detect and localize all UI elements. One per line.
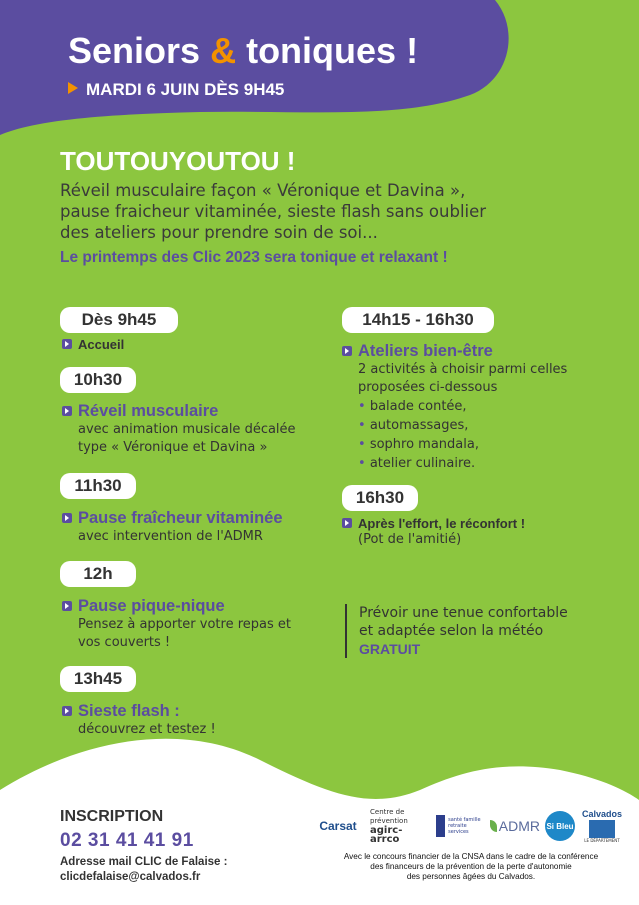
list-item: • atelier culinaire.	[358, 454, 602, 473]
event-accueil	[62, 337, 322, 352]
leaf-icon	[490, 820, 497, 832]
intro-text	[60, 180, 580, 243]
main-title	[68, 30, 418, 72]
event-desc	[62, 721, 322, 739]
note-box	[345, 604, 615, 658]
partner-logos	[312, 806, 624, 848]
event-title	[62, 702, 322, 721]
event-sieste	[62, 702, 322, 739]
note-line: Prévoir une tenue confortable	[359, 605, 568, 621]
calvados-mark-icon	[589, 820, 615, 838]
phone-number[interactable]: 02 31 41 41 91	[60, 830, 194, 851]
event-reveil	[62, 402, 322, 457]
gratuit-label: GRATUIT	[359, 641, 421, 657]
event-desc-line: avec animation musicale décalée	[78, 422, 296, 437]
time-pill-1630: 16h30	[342, 485, 418, 511]
bullet-arrow-icon	[62, 601, 72, 611]
event-desc-line: proposées ci-dessous	[358, 380, 498, 395]
intro-tagline: Le printemps des Clic 2023 sera tonique et relaxant !	[60, 249, 448, 266]
mail-address[interactable]: clicdefalaise@calvados.fr	[60, 871, 201, 883]
event-desc	[62, 421, 322, 457]
title-part1: Seniors	[68, 30, 201, 71]
event-title-text: Pause pique-nique	[78, 597, 225, 615]
event-title	[62, 597, 322, 616]
event-desc-line: 2 activités à choisir parmi celles	[358, 362, 568, 377]
calvados-logo-text: Calvados	[581, 809, 623, 819]
time-pill-1345: 13h45	[60, 666, 136, 692]
time-pill-1130: 11h30	[60, 473, 136, 499]
event-desc-line: avec intervention de l'ADMR	[78, 529, 263, 544]
time-pill-1415: 14h15 - 16h30	[342, 307, 494, 333]
mail-block	[60, 855, 227, 885]
list-item: • balade contée,	[358, 397, 602, 416]
funding-line: des personnes âgées du Calvados.	[406, 872, 536, 881]
list-item: • sophro mandala,	[358, 435, 602, 454]
bullet-arrow-icon	[62, 339, 72, 349]
time-pill-12h: 12h	[60, 561, 136, 587]
agirc-arrco-logo	[370, 806, 430, 846]
bullet-arrow-icon	[342, 346, 352, 356]
event-title	[62, 402, 322, 421]
time-pill-1030: 10h30	[60, 367, 136, 393]
event-date	[68, 80, 284, 100]
calvados-logo	[580, 806, 624, 846]
funding-notice	[318, 852, 624, 882]
funding-line: des financeurs de la prévention de la perte d'autonomie	[370, 862, 572, 871]
title-ampersand: &	[210, 30, 237, 71]
play-triangle-icon	[68, 82, 78, 94]
event-desc	[342, 361, 602, 397]
msa-logo	[436, 806, 486, 846]
time-pill-0945: Dès 9h45	[60, 307, 178, 333]
event-desc	[62, 616, 322, 652]
title-part2: toniques !	[246, 30, 419, 71]
event-title-text: Ateliers bien-être	[358, 342, 493, 360]
event-desc	[342, 531, 602, 549]
agirc-small-text: Centre de prévention	[370, 808, 408, 825]
calvados-dept-text: LE DÉPARTEMENT	[584, 838, 620, 843]
sibleu-logo-text: Si Bleu	[545, 811, 575, 841]
intro-line: Réveil musculaire façon « Véronique et Davina »,	[60, 181, 466, 200]
event-title-text: Après l'effort, le réconfort !	[358, 516, 526, 531]
event-title	[342, 516, 602, 531]
event-title-text: Sieste flash :	[78, 702, 180, 720]
event-reconfort	[342, 516, 602, 549]
bullet-arrow-icon	[62, 406, 72, 416]
inscription-label: INSCRIPTION	[60, 808, 164, 825]
carsat-logo-text: Carsat	[319, 819, 357, 833]
intro-title: TOUTOUYOUTOU !	[60, 146, 296, 176]
event-desc-line: vos couverts !	[78, 635, 171, 650]
note-line: et adaptée selon la météo	[359, 623, 544, 639]
msa-box-icon	[436, 815, 445, 837]
list-item: • automassages,	[358, 416, 602, 435]
event-title-text: Accueil	[78, 337, 125, 352]
event-date-text: MARDI 6 JUIN DÈS 9H45	[86, 80, 285, 99]
agirc-big-text: agirc-arrco	[370, 825, 403, 845]
event-title	[62, 509, 322, 528]
funding-line: Avec le concours financier de la CNSA dans le cadre de la conférence	[343, 852, 599, 861]
event-desc-line: découvrez et testez !	[78, 722, 216, 737]
event-title	[342, 342, 602, 361]
admr-logo	[490, 806, 540, 846]
event-desc-line: Pensez à apporter votre repas et	[78, 617, 291, 632]
event-pause-fraicheur	[62, 509, 322, 546]
event-title-text: Pause fraîcheur vitaminée	[78, 509, 283, 527]
activity-list	[342, 397, 602, 473]
admr-logo-text: ADMR	[498, 818, 540, 834]
msa-logo-text: santé famille retraite services	[448, 817, 481, 835]
sibleu-logo	[544, 806, 576, 846]
intro-line: pause fraicheur vitaminée, sieste flash sans oublier	[60, 202, 487, 221]
bullet-arrow-icon	[62, 706, 72, 716]
header	[0, 0, 639, 120]
event-pique-nique	[62, 597, 322, 652]
event-desc-line: type « Véronique et Davina »	[78, 440, 268, 455]
mail-label: Adresse mail CLIC de Falaise :	[60, 856, 228, 868]
event-title-text: Réveil musculaire	[78, 402, 219, 420]
intro-line: des ateliers pour prendre soin de soi...	[60, 223, 378, 242]
event-desc	[62, 528, 322, 546]
event-ateliers	[342, 342, 602, 473]
bullet-arrow-icon	[62, 513, 72, 523]
carsat-logo	[312, 806, 364, 846]
event-title	[62, 337, 322, 352]
event-desc-line: (Pot de l'amitié)	[358, 532, 462, 547]
bullet-arrow-icon	[342, 518, 352, 528]
